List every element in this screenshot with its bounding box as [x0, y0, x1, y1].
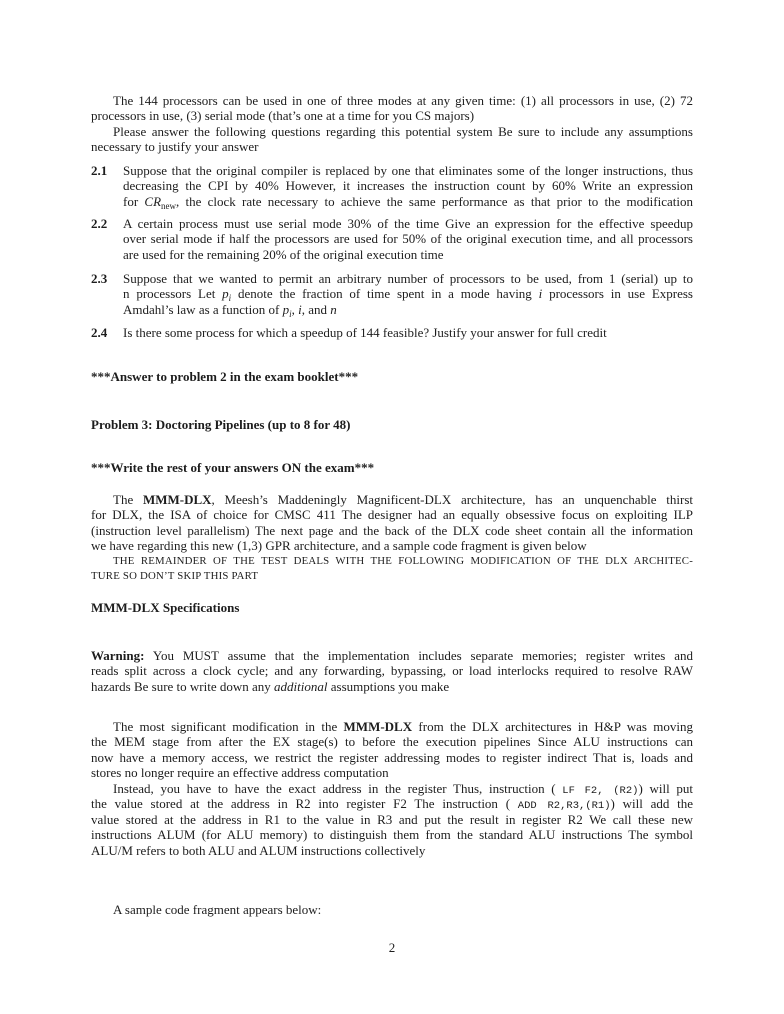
question-2-2	[91, 216, 693, 262]
text-segment: You MUST assume that the implementation includes separate memories; register writes and	[152, 648, 693, 663]
text-line	[91, 648, 693, 663]
text-line	[91, 796, 693, 811]
math-subscript: new	[161, 200, 177, 211]
text-line: for DLX, the ISA of choice for CMSC 411 The designer had an equally obsessive focus on exploiting ILP	[91, 507, 693, 523]
answer-booklet-note: ***Answer to problem 2 in the exam booklet***	[91, 369, 359, 384]
text-line: Suppose that the original compiler is replaced by one that eliminates some of the longer instructions, thus	[123, 163, 693, 178]
math-variable: i	[298, 301, 302, 317]
text-line: ALU/M refers to both ALU and ALUM instructions collectively	[91, 842, 426, 858]
text-line: A sample code fragment appears below:	[113, 902, 322, 917]
text-segment: ) will add the	[610, 796, 693, 812]
text-segment: the value stored at the address in R2 into register F2 The instruction (	[91, 796, 518, 812]
question-number: 2.4	[91, 325, 108, 340]
page-number: 2	[388, 940, 396, 955]
text-line: over serial mode if half the processors are used for 50% of the original execution time, and all processors	[123, 231, 693, 247]
text-line	[91, 781, 693, 796]
text-line: value stored at the address in R1 to the value in R3 and put the result in register R2 We call these new	[91, 811, 693, 827]
text-line: stores no longer require an effective address computation	[91, 765, 389, 781]
text-line: A certain process must use serial mode 30% of the time Give an expression for the effective speedup	[123, 216, 693, 231]
text-line: now have a memory access, we restrict the register addressing modes to register indirect That is, loads and	[91, 749, 693, 765]
math-subscript: i	[289, 308, 292, 319]
text-segment: The most significant modification in the	[113, 719, 344, 734]
text-segment: assumptions you make	[327, 678, 450, 694]
text-line	[123, 194, 693, 209]
text-segment: processors in use Express	[542, 286, 693, 302]
question-2-3	[91, 271, 693, 317]
math-variable: p	[282, 301, 290, 317]
text-segment: , the clock rate necessary to achieve the same performance as that prior to the modification	[176, 193, 693, 209]
question-number: 2.1	[91, 163, 108, 178]
text-segment: hazards Be sure to write down any	[91, 678, 275, 694]
write-on-exam-note: ***Write the rest of your answers ON the exam***	[91, 460, 375, 475]
small-caps-line: THE REMAINDER OF THE TEST DEALS WITH THE FOLLOWING MODIFICATION OF THE DLX ARCHITEC-	[113, 554, 693, 567]
text-line: Is there some process for which a speedup of 144 feasible? Justify your answer for full credit	[123, 325, 607, 340]
question-2-1	[91, 163, 693, 209]
emphasis: additional	[274, 678, 328, 694]
text-line: we have regarding this new (1,3) GPR architecture, and a sample code fragment is given below	[91, 538, 587, 554]
text-line	[123, 286, 693, 304]
math-subscript: i	[228, 293, 232, 304]
small-caps-line: TURE SO DON’T SKIP THIS PART	[91, 570, 259, 583]
text-segment: , and	[301, 301, 331, 317]
question-number: 2.2	[91, 216, 108, 231]
text-line: The 144 processors can be used in one of three modes at any given time: (1) all processors in use, (2) 72	[113, 93, 693, 108]
text-segment: The	[113, 492, 143, 507]
text-line	[91, 679, 693, 694]
text-line: are used for the remaining 20% of the original execution time	[123, 246, 444, 262]
modification-paragraph	[91, 719, 693, 858]
text-line: the MEM stage from after the EX stage(s) to before the execution pipelines Since ALU instructions can	[91, 734, 693, 750]
warning-label: Warning:	[91, 648, 145, 663]
text-line: decreasing the CPI by 40% However, it increases the instruction count by 60% Write an expression	[123, 178, 693, 194]
text-line: Please answer the following questions regarding this potential system Be sure to include any assumptions	[113, 123, 693, 139]
math-variable: CR	[144, 193, 162, 209]
problem-3-title: Problem 3: Doctoring Pipelines (up to 8 for 48)	[91, 417, 351, 432]
text-line	[91, 719, 693, 734]
text-line: necessary to justify your answer	[91, 139, 259, 155]
specifications-title: MMM-DLX Specifications	[91, 600, 240, 615]
text-segment: Instead, you have to have the exact address in the register Thus, instruction (	[113, 780, 563, 796]
code-snippet: ADD R2,R3,(R1)	[517, 800, 611, 813]
math-variable: n	[330, 301, 337, 317]
bold-term: MMM-DLX	[343, 719, 413, 734]
code-snippet: LF F2, (R2)	[562, 784, 639, 797]
text-segment: Amdahl’s law as a function of	[123, 301, 283, 317]
text-segment: ) will put	[638, 780, 694, 796]
text-segment: for	[123, 193, 145, 209]
question-2-4	[91, 325, 693, 340]
mmm-dlx-intro-paragraph	[91, 492, 693, 585]
text-line	[91, 492, 693, 507]
math-variable: p	[222, 286, 229, 302]
text-line: reads split across a clock cycle; and any forwarding, bypassing, or load interlocks required to resolve RAW	[91, 663, 693, 679]
question-number: 2.3	[91, 271, 108, 286]
text-line: Suppose that we wanted to permit an arbitrary number of processors to be used, from 1 (serial) up to	[123, 271, 693, 286]
text-segment: ,	[291, 301, 299, 317]
warning-paragraph	[91, 648, 693, 694]
text-line: processors in use, (3) serial mode (that’s one at a time for you CS majors)	[91, 108, 475, 124]
text-segment: denote the fraction of time spent in a mode having	[231, 286, 539, 302]
sample-code-intro	[91, 902, 693, 917]
text-line	[123, 302, 693, 317]
math-variable: i	[538, 286, 543, 302]
text-segment: from the DLX architectures in H&P was moving	[412, 719, 694, 734]
bold-term: MMM-DLX	[142, 492, 212, 507]
text-line: instructions ALUM (for ALU memory) to distinguish them from the standard ALU instructions The symbol	[91, 827, 693, 843]
text-segment: , Meesh’s Maddeningly Magnificent-DLX architecture, has an unquenchable thirst	[211, 492, 693, 507]
text-line: (instruction level parallelism) The next page and the back of the DLX code sheet contain all the information	[91, 522, 693, 538]
intro-paragraph	[91, 93, 693, 155]
text-segment: n processors Let	[123, 286, 223, 302]
